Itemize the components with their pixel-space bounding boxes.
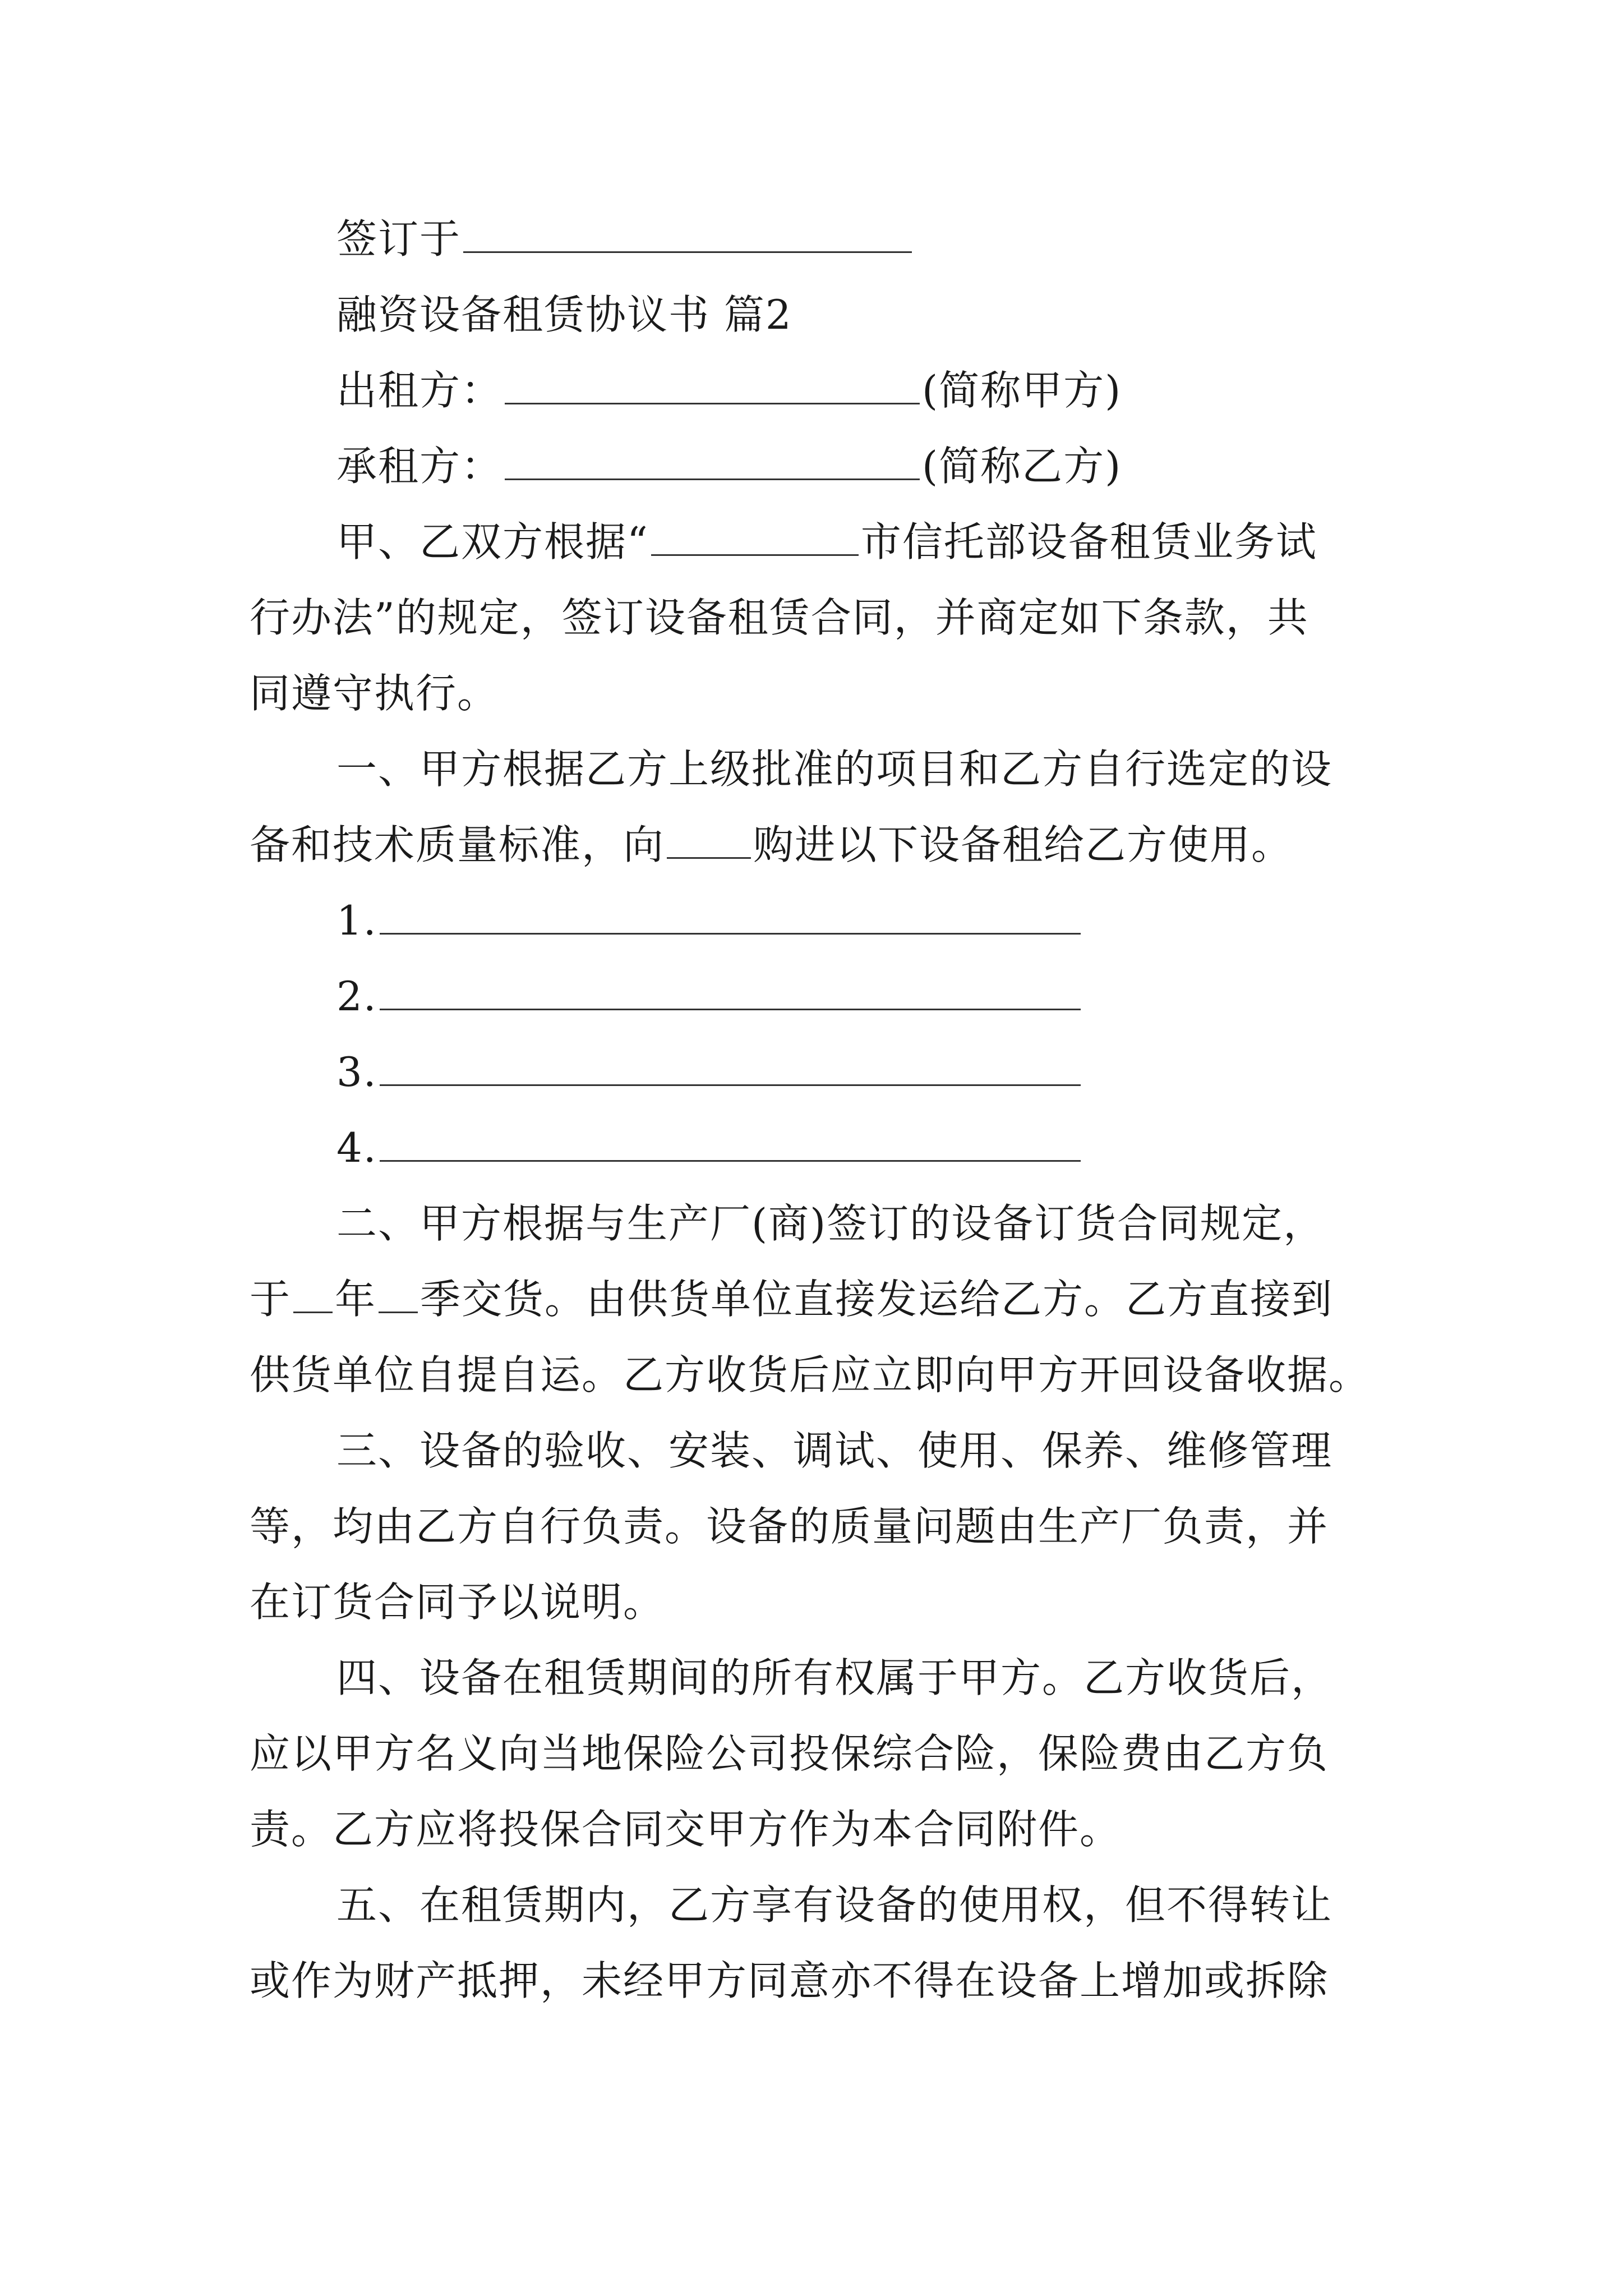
year-blank <box>293 1279 333 1313</box>
clause3-line-2: 等，均由乙方自行负责。设备的质量问题由生产厂负责，并 <box>250 1503 1329 1550</box>
clause2-part-1: 于 <box>250 1276 292 1323</box>
clause4-line-3: 责。乙方应将投保合同交甲方作为本合同附件。 <box>250 1806 1122 1853</box>
clause2-line-2 <box>250 1276 1399 1323</box>
item-blank <box>380 1052 1081 1086</box>
signed-at-label: 签订于 <box>336 215 462 263</box>
intro-line-1 <box>336 518 1486 565</box>
signed-at-line <box>336 215 1486 263</box>
clause5-line-2: 或作为财产抵押，未经甲方同意亦不得在设备上增加或拆除 <box>250 1957 1329 2004</box>
clause3-line-3: 在订货合同予以说明。 <box>250 1579 665 1626</box>
item-line-3 <box>336 1048 1486 1096</box>
intro-part-2: 市信托部设备租赁业务试 <box>860 518 1317 565</box>
intro-part-1: 甲、乙双方根据“ <box>336 518 649 565</box>
item-number: 2. <box>336 973 377 1020</box>
intro-line-3: 同遵守执行。 <box>250 670 499 717</box>
item-blank <box>380 1128 1081 1162</box>
signed-at-blank <box>463 219 912 253</box>
lessee-line <box>336 443 1486 490</box>
lessee-suffix: (简称乙方) <box>922 443 1122 490</box>
city-blank <box>651 522 859 556</box>
lessor-blank <box>505 370 920 404</box>
clause4-line-2: 应以甲方名义向当地保险公司投保综合险，保险费由乙方负 <box>250 1730 1329 1777</box>
item-line-1 <box>336 897 1486 944</box>
quarter-blank <box>379 1279 418 1313</box>
lessor-label: 出租方： <box>336 367 503 414</box>
item-line-2 <box>336 973 1486 1020</box>
clause2-line-3: 供货单位自提自运。乙方收货后应立即向甲方开回设备收据。 <box>250 1351 1371 1398</box>
supplier-blank <box>667 825 751 859</box>
intro-line-2: 行办法”的规定，签订设备租赁合同，并商定如下条款，共 <box>250 594 1309 641</box>
item-number: 4. <box>336 1124 377 1171</box>
clause2-part-2: 年 <box>335 1276 377 1323</box>
lessee-blank <box>505 446 920 480</box>
item-blank <box>380 976 1081 1010</box>
item-number: 1. <box>336 897 377 944</box>
clause2-line-1: 二、甲方根据与生产厂(商)签订的设备订货合同规定， <box>336 1200 1325 1247</box>
clause1-part-2: 购进以下设备租给乙方使用。 <box>753 821 1293 868</box>
clause2-part-3: 季交货。由供货单位直接发运给乙方。乙方直接到 <box>420 1276 1334 1323</box>
clause5-line-1: 五、在租赁期内，乙方享有设备的使用权，但不得转让 <box>336 1881 1333 1929</box>
clause3-line-1: 三、设备的验收、安装、调试、使用、保养、维修管理 <box>336 1427 1333 1474</box>
clause1-line-2 <box>250 821 1399 868</box>
item-number: 3. <box>336 1048 377 1096</box>
document-title: 融资设备租赁协议书 篇2 <box>336 291 792 338</box>
clause1-line-1: 一、甲方根据乙方上级批准的项目和乙方自行选定的设 <box>336 746 1333 793</box>
item-blank <box>380 900 1081 935</box>
clause1-part-1: 备和技术质量标准，向 <box>250 821 665 868</box>
lessor-suffix: (简称甲方) <box>922 367 1122 414</box>
clause4-line-1: 四、设备在租赁期间的所有权属于甲方。乙方收货后， <box>336 1654 1333 1701</box>
item-line-4 <box>336 1124 1486 1171</box>
lessor-line <box>336 367 1486 414</box>
lessee-label: 承租方： <box>336 443 503 490</box>
